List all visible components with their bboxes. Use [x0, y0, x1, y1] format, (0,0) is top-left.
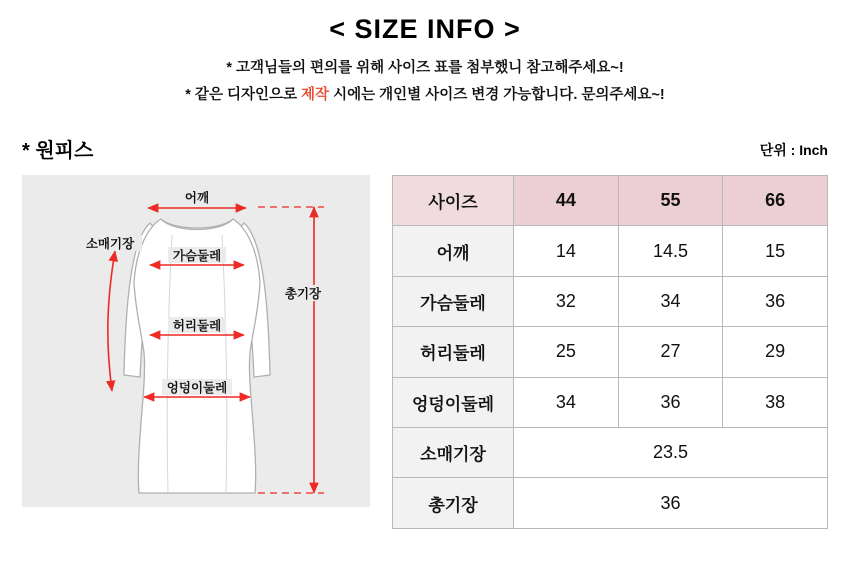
cell-total-all: 36	[514, 478, 828, 528]
cell-chest-66: 36	[723, 276, 828, 326]
label-waist: 허리둘레	[172, 319, 222, 333]
size-table-body	[393, 226, 828, 528]
header-cell-66: 66	[723, 176, 828, 226]
row-label-total: 총기장	[393, 478, 514, 528]
header-note-line-1: * 고객님들의 편의를 위해 사이즈 표를 첨부했니 참고해주세요~!	[226, 60, 624, 76]
page-header	[0, 0, 850, 104]
label-hip: 엉덩이둘레	[166, 381, 228, 395]
row-label-sleeve: 소매기장	[393, 427, 514, 477]
cell-shoulder-44: 14	[514, 226, 619, 276]
header-cell-size: 사이즈	[393, 176, 514, 226]
cell-sleeve-all: 23.5	[514, 427, 828, 477]
table-row	[393, 226, 828, 276]
size-table-head	[393, 176, 828, 226]
row-label-hip: 엉덩이둘레	[393, 377, 514, 427]
label-chest: 가슴둘레	[172, 249, 222, 263]
table-row	[393, 276, 828, 326]
table-row	[393, 327, 828, 377]
cell-waist-44: 25	[514, 327, 619, 377]
unit-label: 단위 : Inch	[759, 142, 828, 158]
cell-waist-55: 27	[618, 327, 723, 377]
row-label-shoulder: 어깨	[393, 226, 514, 276]
label-sleeve: 소매기장	[85, 237, 135, 251]
row-label-chest: 가슴둘레	[393, 276, 514, 326]
page-title: < SIZE INFO >	[329, 14, 521, 44]
table-row	[393, 478, 828, 528]
table-row	[393, 427, 828, 477]
section-row	[0, 134, 850, 163]
header-note-line-2-post: 시에는 개인별 사이즈 변경 가능합니다. 문의주세요~!	[329, 87, 665, 103]
header-cell-55: 55	[618, 176, 723, 226]
cell-shoulder-66: 15	[723, 226, 828, 276]
table-header-row	[393, 176, 828, 226]
table-row	[393, 377, 828, 427]
size-table-wrap	[392, 175, 828, 529]
cell-chest-55: 34	[618, 276, 723, 326]
header-note-line-2-pre: * 같은 디자인으로	[185, 87, 302, 103]
label-total: 총기장	[284, 287, 322, 301]
label-shoulder: 어깨	[184, 191, 210, 205]
section-title: * 원피스	[22, 140, 94, 162]
cell-waist-66: 29	[723, 327, 828, 377]
header-note-line-2	[0, 83, 850, 104]
size-table	[392, 175, 828, 529]
row-label-waist: 허리둘레	[393, 327, 514, 377]
dress-measurement-diagram	[22, 175, 370, 507]
content-area	[0, 175, 850, 529]
header-cell-44: 44	[514, 176, 619, 226]
cell-shoulder-55: 14.5	[618, 226, 723, 276]
cell-chest-44: 32	[514, 276, 619, 326]
cell-hip-44: 34	[514, 377, 619, 427]
cell-hip-55: 36	[618, 377, 723, 427]
cell-hip-66: 38	[723, 377, 828, 427]
header-note-highlight: 제작	[301, 87, 330, 103]
